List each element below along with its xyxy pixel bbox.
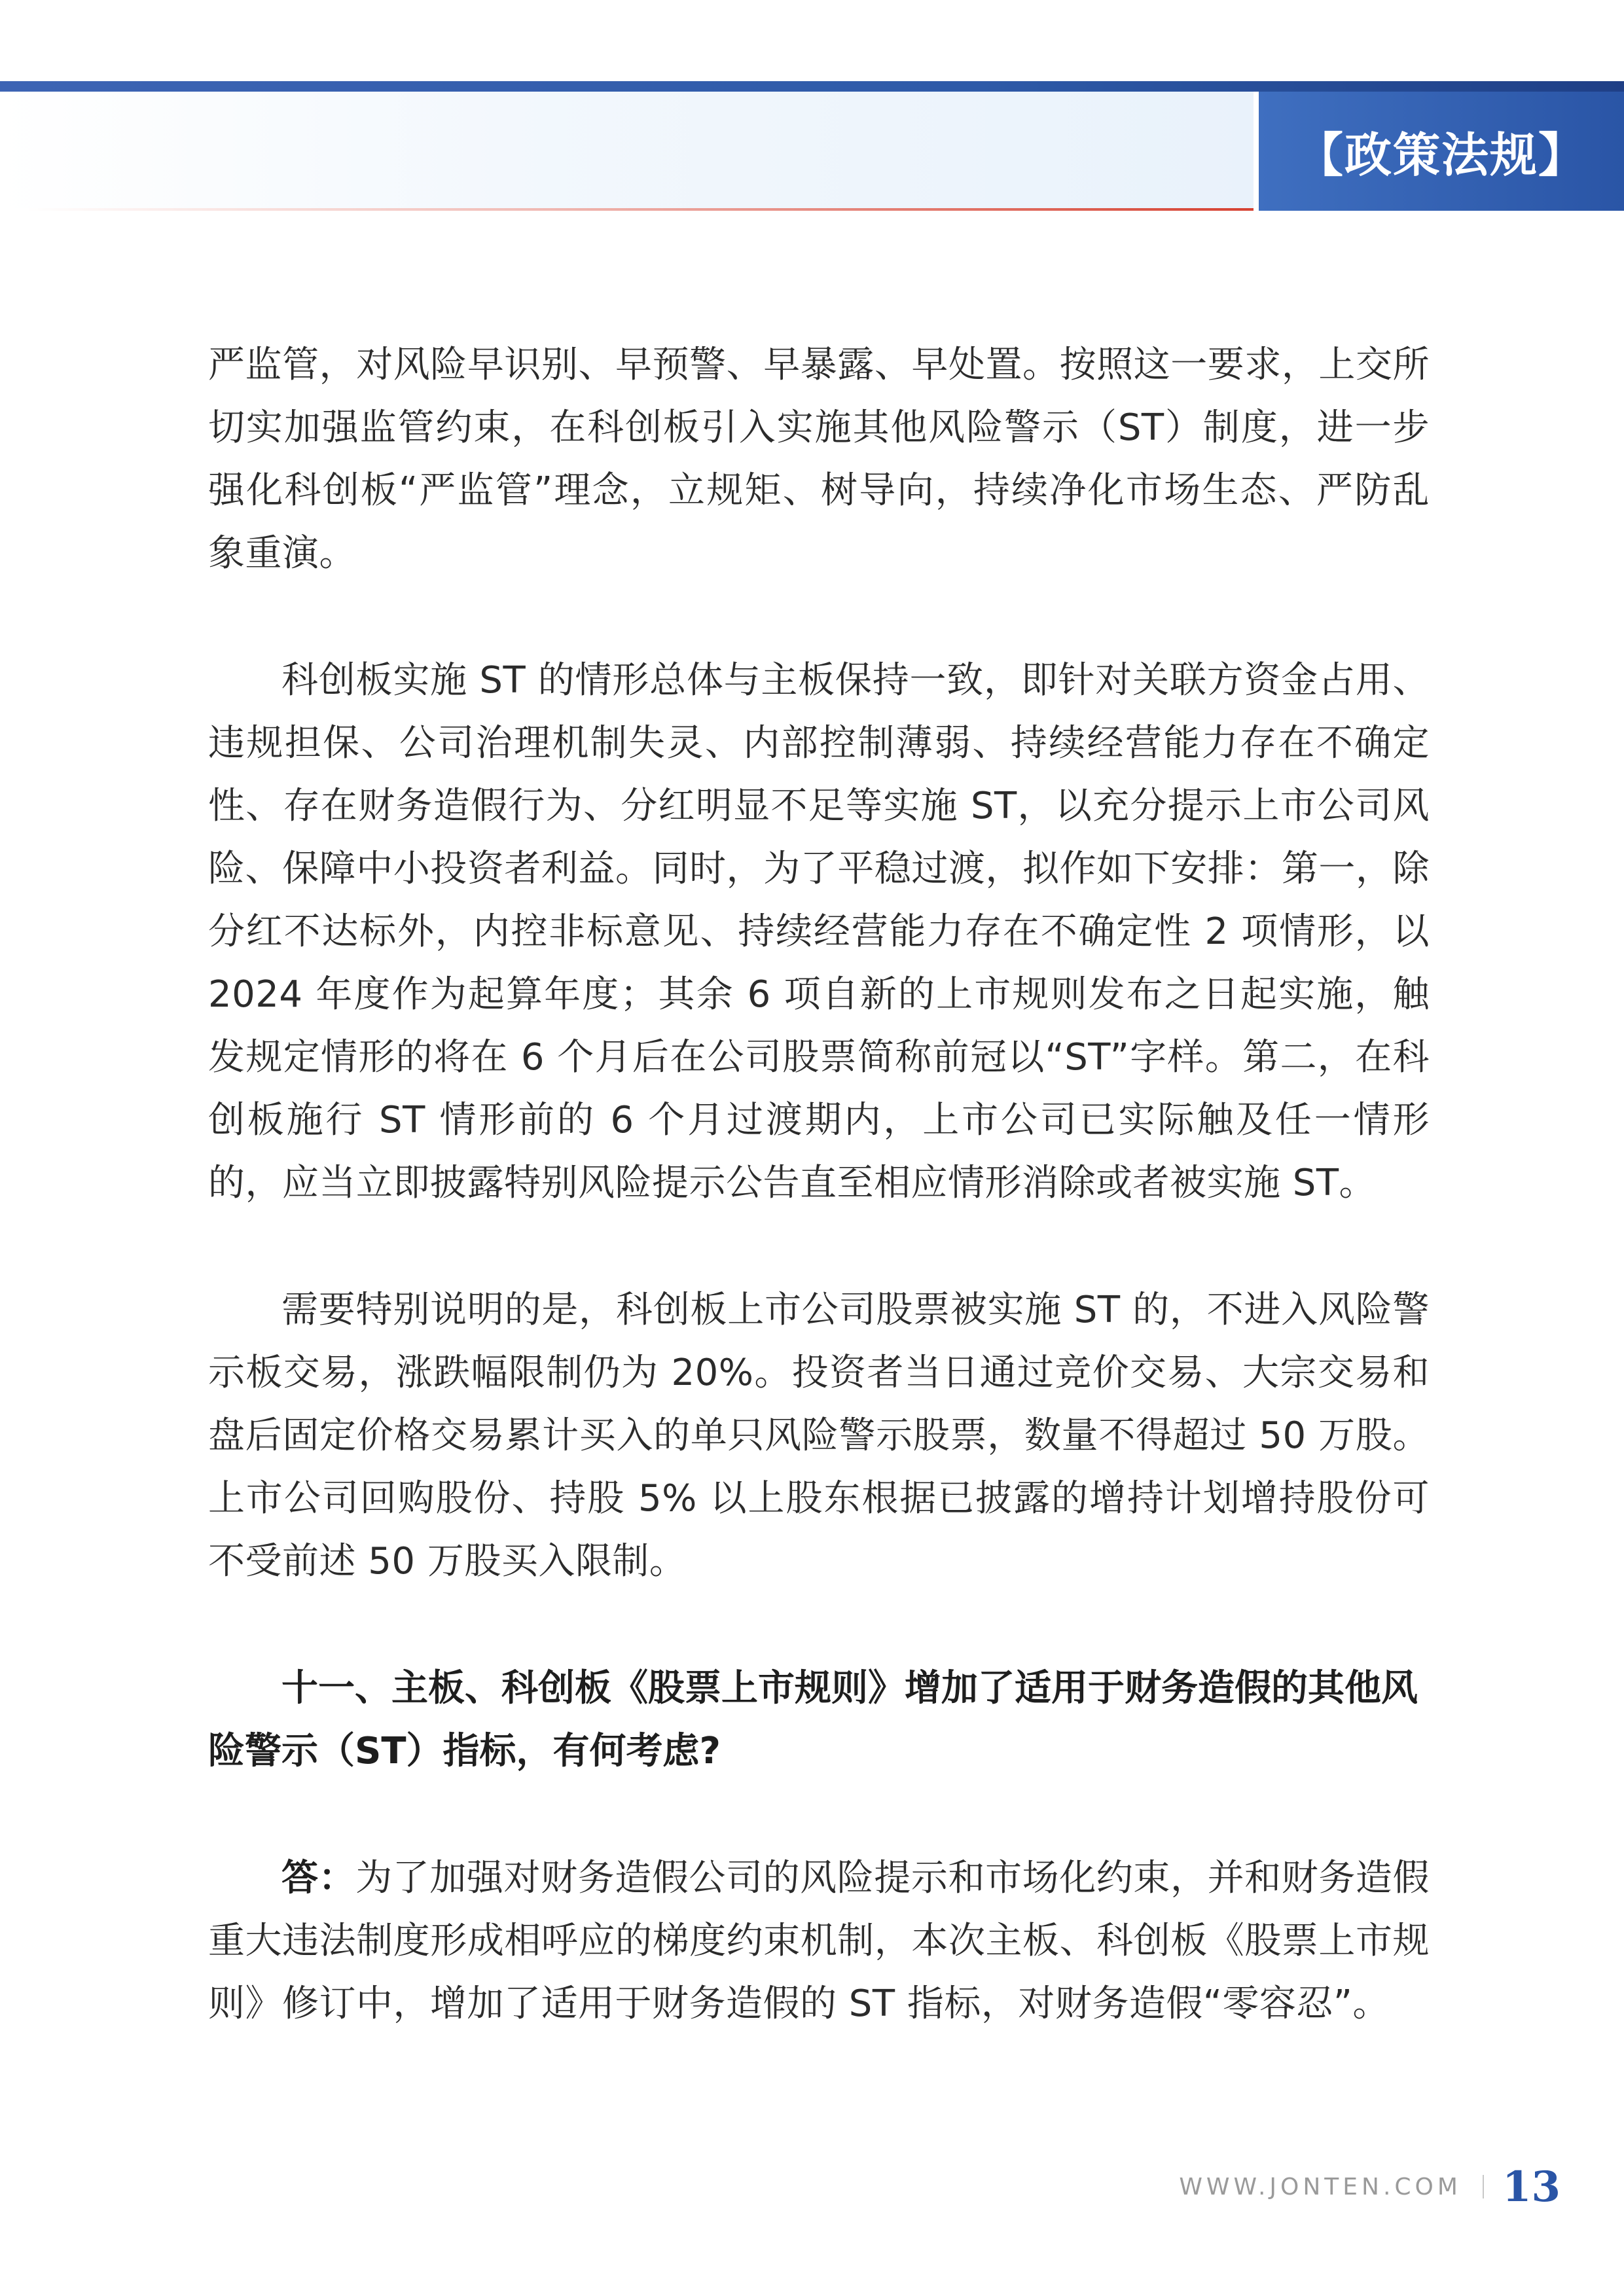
paragraph-3: 需要特别说明的是，科创板上市公司股票被实施 ST 的，不进入风险警示板交易，涨跌幅限制仍为 20%。投资者当日通过竞价交易、大宗交易和盘后固定价格交易累计买入的单只风险警示股票，数量不得超过 50 万股。上市公司回购股份、持股 5% 以上股东根据已披露的增持计划增持股份可不受前述 50 万股买入限制。 (208, 1289, 1430, 1583)
footer-divider (1483, 2175, 1484, 2198)
paragraph-2: 科创板实施 ST 的情形总体与主板保持一致，即针对关联方资金占用、违规担保、公司治理机制失灵、内部控制薄弱、持续经营能力存在不确定性、存在财务造假行为、分红明显不足等实施 ST，以充分提示上市公司风险、保障中小投资者利益。同时，为了平稳过渡，拟作如下安排：第一，除分红不达标外，内控非标意见、持续经营能力存在不确定性 2 项情形，以 2024 年度作为起算年度；其余 6 项自新的上市规则发布之日起实施，触发规定情形的将在 6 个月后在公司股票简称前冠以“ST”字样。第二，在科创板施行 ST 情形前的 6 个月过渡期内，上市公司已实际触及任一情形的，应当立即披露特别风险提示公告直至相应情形消除或者被实施 ST。 (208, 659, 1430, 1204)
answer-paragraph (208, 1847, 1430, 2036)
question-heading: 十一、主板、科创板《股票上市规则》增加了适用于财务造假的其他风险警示（ST）指标，有何考虑? (208, 1667, 1418, 1772)
answer-label: 答： (281, 1857, 356, 1899)
section-tag-label: 【政策法规】 (1295, 127, 1587, 183)
website-url: WWW.JONTEN.COM (1179, 2173, 1462, 2200)
header-band (0, 92, 1254, 208)
article-body (208, 334, 1430, 2100)
page-number: 13 (1502, 2162, 1561, 2212)
header-top-rule (0, 81, 1624, 92)
answer-text: 为了加强对财务造假公司的风险提示和市场化约束，并和财务造假重大违法制度形成相呼应的梯度约束机制，本次主板、科创板《股票上市规则》修订中，增加了适用于财务造假的 ST 指标，对财务造假“零容忍”。 (208, 1857, 1430, 2025)
paragraph-1: 严监管，对风险早识别、早预警、早暴露、早处置。按照这一要求，上交所切实加强监管约束，在科创板引入实施其他风险警示（ST）制度，进一步强化科创板“严监管”理念，立规矩、树导向，持续净化市场生态、严防乱象重演。 (208, 344, 1430, 575)
section-tag (1259, 92, 1624, 211)
header-accent-line (26, 208, 1254, 211)
page-footer (1179, 2157, 1561, 2216)
